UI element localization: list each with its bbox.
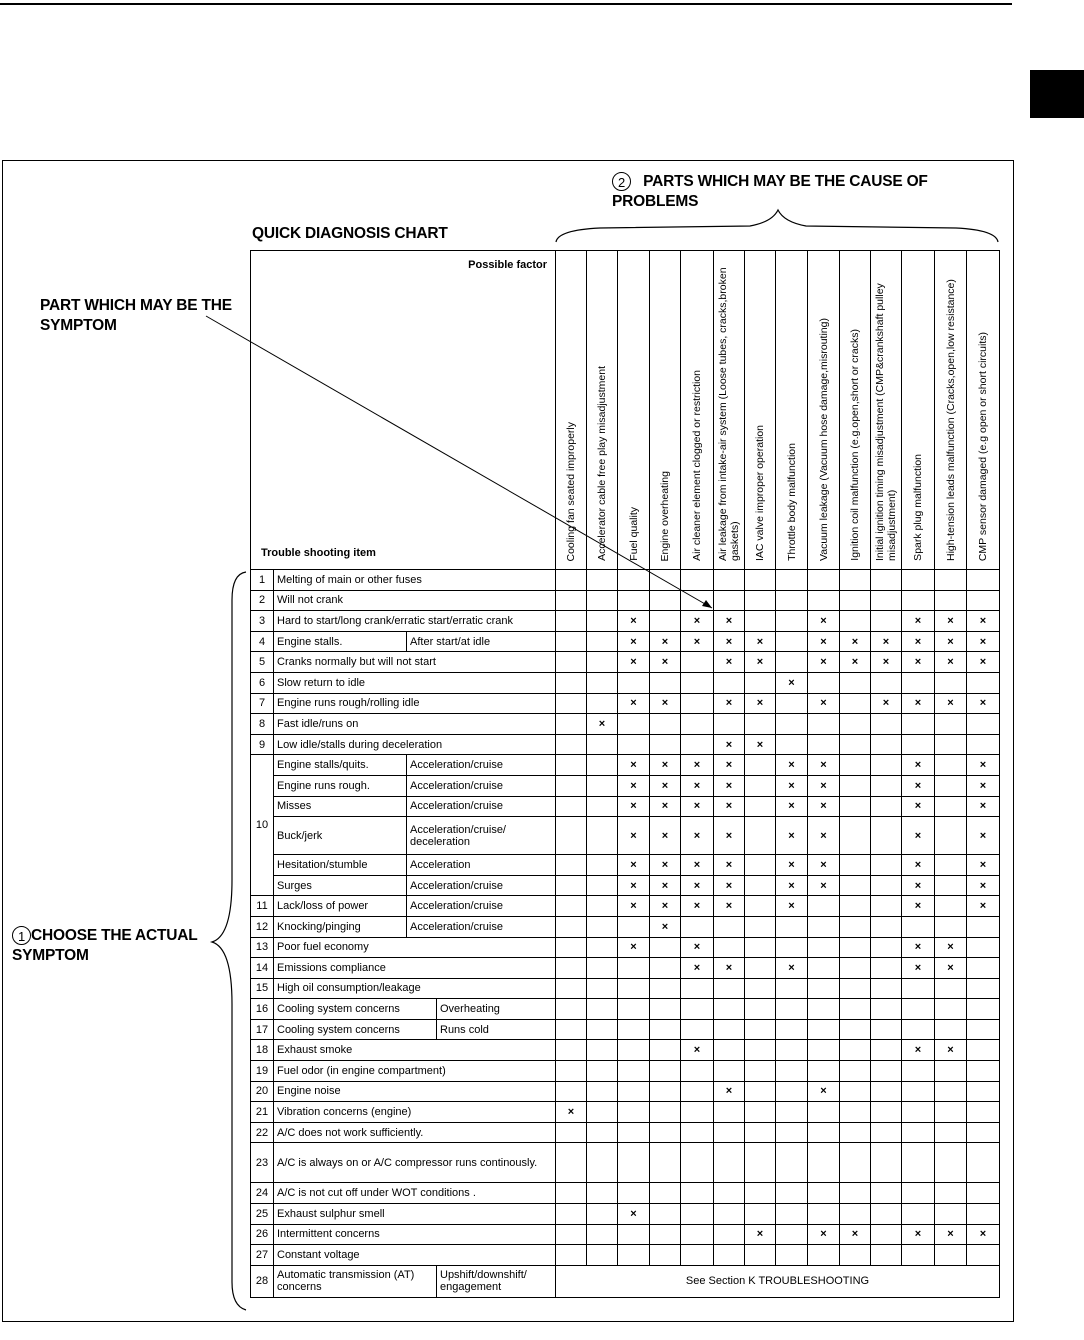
symptom-item: Cooling system concerns — [274, 999, 437, 1020]
cause-mark: × — [681, 611, 714, 632]
cause-mark: × — [902, 631, 935, 652]
pointer-arrowhead — [702, 600, 712, 608]
symptom-condition: Acceleration — [407, 855, 556, 876]
cause-mark: × — [935, 958, 967, 979]
symptom-condition: Acceleration/cruise — [407, 796, 556, 817]
cause-mark: × — [714, 611, 745, 632]
cause-mark: × — [902, 611, 935, 632]
symptom-item: Fuel odor (in engine compartment) — [274, 1061, 556, 1082]
symptom-item: Engine runs rough. — [274, 775, 407, 796]
cause-mark: × — [618, 775, 650, 796]
symptom-item: Hesitation/stumble — [274, 855, 407, 876]
cause-mark: × — [650, 631, 681, 652]
cause-mark: × — [902, 775, 935, 796]
symptom-condition: After start/at idle — [407, 631, 556, 652]
row-number: 19 — [251, 1061, 274, 1082]
row-number: 28 — [251, 1265, 274, 1297]
cause-mark: × — [935, 631, 967, 652]
choose-symptom-label: 1 CHOOSE THE ACTUAL SYMPTOM — [12, 927, 198, 964]
cause-mark: × — [745, 652, 776, 673]
symptom-item: Lack/loss of power — [274, 896, 407, 917]
row-number: 6 — [251, 672, 274, 693]
cause-mark: × — [618, 875, 650, 896]
factor-label: Spark plug malfunction — [912, 454, 924, 561]
row-number: 10 — [251, 755, 274, 896]
factor-label: Ignition coil malfunction (e.g.open,short or cracks) — [849, 329, 861, 561]
symptom-item: Surges — [274, 875, 407, 896]
cause-mark: × — [808, 1081, 840, 1102]
row-number: 7 — [251, 693, 274, 714]
cause-mark: × — [714, 896, 745, 917]
cause-mark: × — [714, 631, 745, 652]
callout-number-2: 2 — [612, 172, 631, 191]
row-number: 21 — [251, 1102, 274, 1123]
symptom-condition: Acceleration/cruise — [407, 775, 556, 796]
cause-mark: × — [714, 734, 745, 755]
parts-brace — [556, 210, 998, 242]
cause-mark: × — [967, 755, 1000, 776]
cause-mark: × — [967, 775, 1000, 796]
factor-label: Air leakage from intake-air system (Loose tubes, cracks,broken gaskets) — [717, 267, 741, 561]
symptom-item: Automatic transmission (AT) concerns — [274, 1265, 437, 1297]
cause-mark: × — [902, 875, 935, 896]
see-section-note: See Section K TROUBLESHOOTING — [556, 1265, 1000, 1297]
symptom-condition: Acceleration/cruise — [407, 755, 556, 776]
row-number: 2 — [251, 590, 274, 611]
cause-mark: × — [871, 631, 902, 652]
factor-label: Cooling fan seated improperly — [565, 421, 577, 561]
cause-mark: × — [902, 817, 935, 855]
cause-mark: × — [745, 693, 776, 714]
callout-number-1: 1 — [12, 926, 31, 945]
cause-mark: × — [681, 817, 714, 855]
cause-mark: × — [650, 775, 681, 796]
row-number: 8 — [251, 714, 274, 735]
cause-mark: × — [745, 631, 776, 652]
cause-mark: × — [714, 755, 745, 776]
cause-mark: × — [967, 855, 1000, 876]
cause-mark: × — [618, 896, 650, 917]
cause-mark: × — [935, 652, 967, 673]
cause-mark: × — [618, 796, 650, 817]
cause-mark: × — [902, 755, 935, 776]
cause-mark: × — [714, 875, 745, 896]
cause-mark: × — [776, 896, 808, 917]
cause-mark: × — [776, 672, 808, 693]
cause-mark: × — [808, 652, 840, 673]
cause-mark: × — [902, 958, 935, 979]
cause-mark: × — [681, 631, 714, 652]
cause-mark: × — [681, 937, 714, 958]
cause-mark: × — [650, 755, 681, 776]
cause-mark: × — [776, 796, 808, 817]
symptom-condition: Upshift/downshift/ engagement — [437, 1265, 556, 1297]
cause-mark: × — [967, 1224, 1000, 1245]
factor-label: IAC valve improper operation — [754, 425, 766, 561]
cause-mark: × — [840, 1224, 871, 1245]
symptom-item: Buck/jerk — [274, 817, 407, 855]
cause-mark: × — [840, 652, 871, 673]
row-number: 20 — [251, 1081, 274, 1102]
row-number: 12 — [251, 916, 274, 937]
row-number: 18 — [251, 1040, 274, 1061]
cause-mark: × — [902, 1224, 935, 1245]
row-number: 16 — [251, 999, 274, 1020]
cause-mark: × — [587, 714, 618, 735]
cause-mark: × — [902, 1040, 935, 1061]
symptom-item: Will not crank — [274, 590, 556, 611]
cause-mark: × — [967, 796, 1000, 817]
cause-mark: × — [681, 1040, 714, 1061]
cause-mark: × — [840, 631, 871, 652]
symptom-item: Exhaust sulphur smell — [274, 1204, 556, 1225]
parts-cause-heading: 2 PARTS WHICH MAY BE THE CAUSE OF PROBLEMS — [612, 173, 928, 210]
symptom-condition: Acceleration/cruise — [407, 896, 556, 917]
symptom-item: Misses — [274, 796, 407, 817]
cause-mark: × — [681, 855, 714, 876]
factor-label: High-tension leads malfunction (Cracks,open,low resistance) — [944, 279, 957, 561]
cause-mark: × — [745, 1224, 776, 1245]
symptom-condition: Runs cold — [437, 1019, 556, 1040]
cause-mark: × — [681, 796, 714, 817]
cause-mark: × — [808, 817, 840, 855]
cause-mark: × — [650, 896, 681, 917]
cause-mark: × — [967, 652, 1000, 673]
symptom-item: Hard to start/long crank/erratic start/erratic crank — [274, 611, 556, 632]
row-number: 13 — [251, 937, 274, 958]
cause-mark: × — [808, 875, 840, 896]
symptom-item: Fast idle/runs on — [274, 714, 556, 735]
factor-label: Vacuum leakage (Vacuum hose damage,misrouting) — [817, 318, 830, 561]
symptom-item: Cooling system concerns — [274, 1019, 437, 1040]
cause-mark: × — [618, 611, 650, 632]
cause-mark: × — [618, 755, 650, 776]
cause-mark: × — [714, 855, 745, 876]
symptom-item: Intermittent concerns — [274, 1224, 556, 1245]
cause-mark: × — [808, 611, 840, 632]
factor-label: CMP sensor damaged (e.g open or short circuits) — [977, 331, 989, 561]
cause-mark: × — [808, 796, 840, 817]
cause-mark: × — [967, 896, 1000, 917]
symptom-item: Knocking/pinging — [274, 916, 407, 937]
cause-mark: × — [935, 1224, 967, 1245]
cause-mark: × — [902, 796, 935, 817]
cause-mark: × — [714, 1081, 745, 1102]
cause-mark: × — [808, 631, 840, 652]
row-number: 23 — [251, 1143, 274, 1183]
cause-mark: × — [618, 855, 650, 876]
row-number: 5 — [251, 652, 274, 673]
cause-mark: × — [935, 1040, 967, 1061]
cause-mark: × — [902, 896, 935, 917]
symptom-condition: Acceleration/cruise/ deceleration — [407, 817, 556, 855]
cause-mark: × — [935, 937, 967, 958]
cause-mark: × — [967, 817, 1000, 855]
cause-mark: × — [808, 755, 840, 776]
cause-mark: × — [618, 652, 650, 673]
symptom-item: Engine stalls. — [274, 631, 407, 652]
trouble-item-label: Trouble shooting item — [261, 547, 376, 559]
symptom-condition: Acceleration/cruise — [407, 916, 556, 937]
cause-mark: × — [935, 693, 967, 714]
cause-mark: × — [618, 631, 650, 652]
cause-mark: × — [714, 652, 745, 673]
symptom-brace — [212, 572, 246, 1310]
row-number: 9 — [251, 734, 274, 755]
cause-mark: × — [808, 1224, 840, 1245]
cause-mark: × — [871, 693, 902, 714]
cause-mark: × — [776, 775, 808, 796]
cause-mark: × — [902, 693, 935, 714]
cause-mark: × — [714, 796, 745, 817]
cause-mark: × — [902, 855, 935, 876]
symptom-item: Engine stalls/quits. — [274, 755, 407, 776]
symptom-item: Poor fuel economy — [274, 937, 556, 958]
cause-mark: × — [902, 652, 935, 673]
cause-mark: × — [714, 693, 745, 714]
cause-mark: × — [650, 817, 681, 855]
cause-mark: × — [650, 652, 681, 673]
row-number: 4 — [251, 631, 274, 652]
cause-mark: × — [681, 755, 714, 776]
factor-label: Initial ignition timing misadjustment (CMP&crankshaft pulley misadjustment) — [874, 283, 898, 561]
part-symptom-label: PART WHICH MAY BE THE SYMPTOM — [40, 297, 232, 334]
possible-factor-label: Possible factor — [468, 259, 547, 271]
cause-mark: × — [871, 652, 902, 673]
row-number: 22 — [251, 1122, 274, 1143]
row-number: 24 — [251, 1183, 274, 1204]
symptom-item: Low idle/stalls during deceleration — [274, 734, 556, 755]
row-number: 25 — [251, 1204, 274, 1225]
cause-mark: × — [967, 875, 1000, 896]
cause-mark: × — [714, 958, 745, 979]
row-number: 26 — [251, 1224, 274, 1245]
symptom-item: Engine noise — [274, 1081, 556, 1102]
symptom-item: High oil consumption/leakage — [274, 978, 556, 999]
factor-label: Engine overheating — [659, 470, 671, 561]
cause-mark: × — [681, 896, 714, 917]
row-number: 1 — [251, 570, 274, 591]
symptom-item: Melting of main or other fuses — [274, 570, 556, 591]
cause-mark: × — [650, 796, 681, 817]
cause-mark: × — [808, 775, 840, 796]
row-number: 27 — [251, 1245, 274, 1266]
symptom-item: Engine runs rough/rolling idle — [274, 693, 556, 714]
chart-title: QUICK DIAGNOSIS CHART — [252, 225, 448, 242]
cause-mark: × — [776, 855, 808, 876]
pointer-line — [206, 316, 712, 608]
symptom-item: Constant voltage — [274, 1245, 556, 1266]
cause-mark: × — [681, 958, 714, 979]
cause-mark: × — [776, 958, 808, 979]
factor-label: Fuel quality — [627, 507, 640, 561]
symptom-item: A/C does not work sufficiently. — [274, 1122, 556, 1143]
symptom-item: Exhaust smoke — [274, 1040, 556, 1061]
cause-mark: × — [681, 875, 714, 896]
row-number: 15 — [251, 978, 274, 999]
cause-mark: × — [967, 611, 1000, 632]
factor-label: Air cleaner element clogged or restriction — [691, 370, 703, 561]
cause-mark: × — [902, 937, 935, 958]
cause-mark: × — [745, 734, 776, 755]
cause-mark: × — [618, 937, 650, 958]
cause-mark: × — [650, 693, 681, 714]
symptom-item: A/C is always on or A/C compressor runs continously. — [274, 1143, 556, 1183]
symptom-condition: Overheating — [437, 999, 556, 1020]
cause-mark: × — [618, 1204, 650, 1225]
cause-mark: × — [714, 775, 745, 796]
symptom-condition: Acceleration/cruise — [407, 875, 556, 896]
cause-mark: × — [681, 775, 714, 796]
cause-mark: × — [776, 755, 808, 776]
row-number: 3 — [251, 611, 274, 632]
cause-mark: × — [618, 817, 650, 855]
cause-mark: × — [650, 916, 681, 937]
cause-mark: × — [967, 631, 1000, 652]
cause-mark: × — [556, 1102, 587, 1123]
cause-mark: × — [808, 855, 840, 876]
row-number: 11 — [251, 896, 274, 917]
symptom-item: A/C is not cut off under WOT conditions . — [274, 1183, 556, 1204]
cause-mark: × — [776, 875, 808, 896]
factor-label: Throttle body malfunction — [785, 443, 798, 561]
cause-mark: × — [935, 611, 967, 632]
symptom-item: Vibration concerns (engine) — [274, 1102, 556, 1123]
cause-mark: × — [967, 693, 1000, 714]
cause-mark: × — [714, 817, 745, 855]
cause-mark: × — [650, 855, 681, 876]
cause-mark: × — [776, 817, 808, 855]
row-number: 14 — [251, 958, 274, 979]
factor-label: Accelerator cable free play misadjustment — [596, 366, 608, 561]
row-number: 17 — [251, 1019, 274, 1040]
symptom-item: Slow return to idle — [274, 672, 556, 693]
cause-mark: × — [650, 875, 681, 896]
symptom-item: Cranks normally but will not start — [274, 652, 556, 673]
cause-mark: × — [808, 693, 840, 714]
cause-mark: × — [618, 693, 650, 714]
symptom-item: Emissions compliance — [274, 958, 556, 979]
